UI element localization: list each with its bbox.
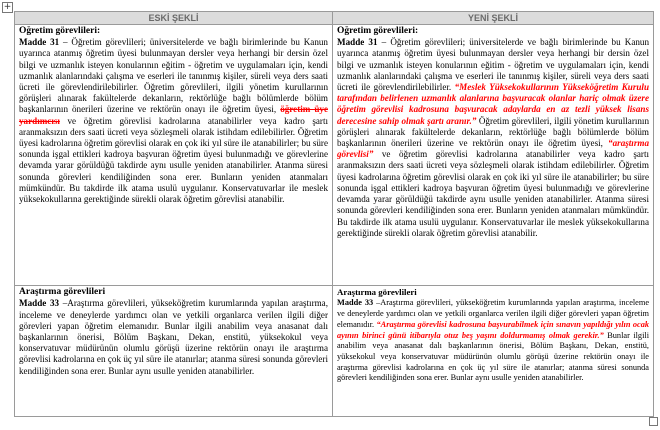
table-row bbox=[15, 286, 654, 417]
cell-new-article-33 bbox=[333, 286, 654, 417]
article-text: Öğretim görevlileri, ilgili yönetim kurullarının görüşleri alınarak fakültelerde dekanların, rektörlüğe bağlı bölümlerde bölüm başkanlarının önerileri üzerine ve rektörün onayı ile öğretim üyesi, bbox=[337, 115, 649, 149]
cell-title: Öğretim görevlileri: bbox=[19, 26, 101, 37]
article-number: Madde 33 bbox=[19, 298, 60, 309]
article-text: – Öğretim görevlileri; üniversitelerde ve bağlı birimlerinde bu Kanun uyarınca atanmış öğretim üyesi bulunmayan dersler veya herhangi bir dersin özel bilgi ve uzmanlık isteyen konularının eğitim - öğretim ve uygulamaları için, kendi uzmanlık alanlarındaki çalışma ve eserleri ile tanınmış kişiler, süreli veya ders saati ücreti ile görevlendirilebilirler. bbox=[337, 37, 649, 93]
article-number: Madde 31 bbox=[337, 37, 378, 48]
comparison-table bbox=[14, 11, 654, 417]
article-text: ve öğretim görevlisi kadrolarına atanabilirler veya kadro şartı aranmaksızın ders saati ücreti veya sözleşmeli olarak istihdam edilebilirler. Öğretim üyesi kadrolarına öğretim görevlisi olarak en çok iki yıl süre ile atanabilirler; bu süre sonunda işgal ettikleri kadroya başvuran öğretim üyesi bulunmadığı ve görevlerine devamda yarar görüldüğü takdirde aynı usulle yeniden atanabilirler. Atanma süresi sonunda görevleri kendiliğinden sona erer. Bunların yeniden atanmaları mümkündür. Bu takdirde ilk atama usulü uygulanır. Konservatuvarlar ile meslek yüksekokullarına gerektiğinde sürekli olarak öğretim görevlisi atanabilir. bbox=[337, 149, 649, 238]
cell-new-article-31 bbox=[333, 25, 654, 286]
deleted-text: öğretim üye yardımcısı bbox=[19, 104, 328, 126]
cell-old-article-31 bbox=[15, 25, 333, 286]
header-row bbox=[15, 12, 654, 25]
article-number: Madde 33 bbox=[337, 298, 374, 308]
header-old: ESKİ ŞEKLİ bbox=[15, 12, 333, 25]
inserted-text: “Araştırma görevlisi kadrosuna başvurabilmek için sınavın yapıldığı yılın ocak ayının birinci günü itibarıyla otuz beş yaşını doldurmamış olmak gerekir.” bbox=[337, 319, 649, 340]
inserted-text: “Meslek Yüksekokullarının Yükseköğretim Kurulu tarafından belirlenen uzmanlık alanlarına başvuracak olanlar hariç olmak üzere öğretim görevlisi kadrosuna başvuracak adaylarda en az tezli yüksek lisans derecesine sahip olmak şartı aranır.” bbox=[337, 82, 649, 126]
article-number: Madde 31 bbox=[19, 37, 60, 48]
cell-old-article-33 bbox=[15, 286, 333, 417]
table-move-handle-icon[interactable]: + bbox=[3, 2, 12, 12]
article-text: ve öğretim görevlisi kadrolarına atanabilirler veya kadro şartı aranmaksızın ders saati ücreti veya sözleşmeli olarak istihdam edilebilirler. Öğretim üyesi kadrolarına öğretim görevlisi olarak en çok iki yıl süre ile atanabilirler; bu süre sonunda işgal ettikleri kadroya başvuran öğretim üyesi bulunmadığı ve görevlerine devamda yarar görüldüğü takdirde aynı usulle yeniden atanabilirler. Atanma süresi sonunda görevleri kendiliğinden sona erer. Bunların yeniden atanmaları mümkündür. Bu takdirde ilk atama usulü uygulanır. Konservatuvarlar ile meslek yüksekokullarına gerektiğinde sürekli olarak öğretim görevlisi atanabilir. bbox=[19, 115, 328, 205]
article-text: – Öğretim görevlileri; üniversitelerde ve bağlı birimlerinde bu Kanun uyarınca atanmış öğretim üyesi bulunmayan dersler veya herhangi bir dersin özel bilgi ve uzmanlık isteyen konularının eğitim - öğretim ve uygulamaları için, kendi uzmanlık alanlarındaki çalışma ve eserleri ile tanınmış kişiler, süreli veya ders saati ücreti ile görevlendirilebilirler. Öğretim görevlileri, ilgili yönetim kurullarının görüşleri alınarak fakültelerde dekanların, rektörlüğe bağlı bölümlerde bölüm başkanlarının önerileri üzerine ve rektörün onayı ile öğretim üyesi, bbox=[19, 37, 328, 115]
cell-title: Öğretim görevlileri: bbox=[337, 26, 419, 37]
article-text: Bunlar ilgili anabilim veya anasanat dalı başkanlarının önerisi, Bölüm Başkanı, Dekan, enstitü, yüksekokul veya konservatuvar müdürünün olumlu görüşü üzerine rektörün onayı ile araştırma görevlisi kadrolarına en çok üç yıl süre ile atanırlar; atanma süresi sonunda görevleri kendiliğinden sona erer. Bunlar aynı usulle yeniden atanabilirler. bbox=[337, 330, 649, 383]
cell-title: Araştırma görevlileri bbox=[337, 287, 417, 298]
header-new: YENİ ŞEKLİ bbox=[333, 12, 654, 25]
article-text: –Araştırma görevlileri, yükseköğretim kurumlarında yapılan araştırma, inceleme ve deneylerde yardımcı olan ve yetkili organlarca verilen ilgili diğer görevleri yapan öğretim elemanıdır. Bunlar ilgili anabilim veya anasanat dalı başkanlarının önerisi, Bölüm Başkanı, Dekan, enstitü, yüksekokul veya konservatuvar müdürünün olumlu görüşü üzerine rektörün onayı ile araştırma görevlisi kadrolarına en çok üç yıl süre ile atanırlar; atanma süresi sonunda görevleri kendiliğinden sona erer. Bunlar aynı usulle yeniden atanabilirler. bbox=[19, 298, 328, 376]
table-row bbox=[15, 25, 654, 286]
table-resize-handle-icon[interactable] bbox=[649, 417, 658, 426]
cell-title: Araştırma görevlileri bbox=[19, 287, 106, 298]
inserted-text: “araştırma görevlisi” bbox=[337, 138, 649, 160]
article-text: –Araştırma görevlileri, yükseköğretim kurumlarında yapılan araştırma, inceleme ve deneylerde yardımcı olan ve yetkili organlarca verilen ilgili diğer görevleri yapan öğretim elemanıdır. bbox=[337, 298, 649, 329]
